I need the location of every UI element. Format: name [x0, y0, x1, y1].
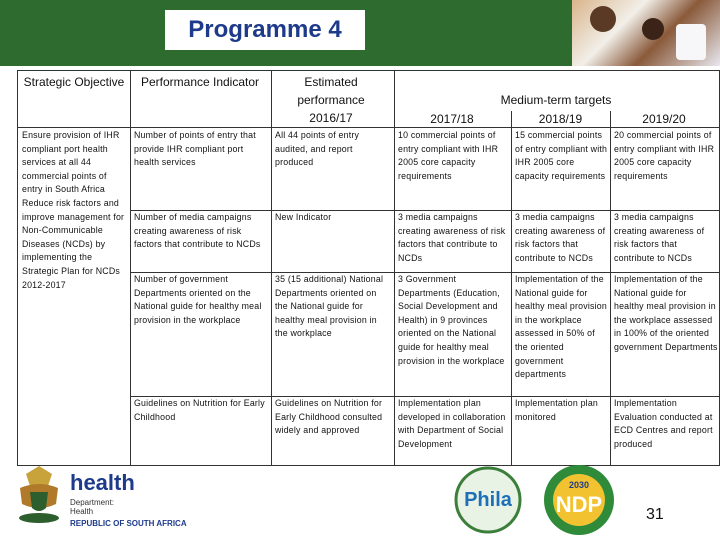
- col-divider: [130, 71, 131, 465]
- row1-estimated: All 44 points of entry audited, and report produced: [275, 130, 360, 168]
- header-year-2018: 2018/19: [538, 112, 583, 126]
- row4-2017: Implementation plan developed in collaboration with Department of Social Development: [398, 398, 506, 449]
- row3-estimated: 35 (15 additional) National Departments oriented on the National guide for healthy meal provision in the workplace: [275, 274, 384, 339]
- country-text: REPUBLIC OF SOUTH AFRICA: [70, 519, 187, 528]
- photo-figure-3: [676, 24, 706, 60]
- strategic-objective-text: Ensure provision of IHR compliant port health services at all 44 commercial points of entry in South Africa Reduce risk factors and improve management for Non-Communicable Diseases (NCDs) by implementing the Strategic Plan for NCDs 2012-2017: [22, 130, 125, 290]
- page-title: Programme 4: [188, 16, 342, 43]
- row2-2019: 3 media campaigns creating awareness of risk factors that contribute to NCDs: [614, 212, 705, 263]
- header-mtef: Medium-term targets: [500, 93, 612, 107]
- row-divider: [18, 127, 720, 128]
- phila-logo-text: Phila: [464, 489, 512, 511]
- row1-2018: 15 commercial points of entry compliant with IHR 2005 core capacity requirements: [515, 130, 608, 181]
- header-photo: [572, 0, 720, 66]
- health-logo-text: health: [70, 470, 135, 495]
- row3-2019: Implementation of the National guide for healthy meal provision in the workplace assessed in 100% of the oriented government Departments: [614, 274, 718, 352]
- ndp-logo-icon: [540, 462, 618, 538]
- row4-2019: Implementation Evaluation conducted at ECD Centres and report produced: [614, 398, 713, 449]
- row4-estimated: Guidelines on Nutrition for Early Childhood consulted widely and approved: [275, 398, 383, 436]
- col-divider: [394, 71, 395, 465]
- row4-2018: Implementation plan monitored: [515, 398, 599, 422]
- row4-indicator: Guidelines on Nutrition for Early Childhood: [134, 398, 265, 422]
- header-objective: Strategic Objective: [23, 75, 125, 89]
- row2-estimated: New Indicator: [275, 212, 332, 222]
- row2-2018: 3 media campaigns creating awareness of risk factors that contribute to NCDs: [515, 212, 606, 263]
- col-divider: [271, 71, 272, 465]
- row1-2019: 20 commercial points of entry compliant with IHR 2005 core capacity requirements: [614, 130, 715, 181]
- ndp-year: 2030: [568, 480, 590, 490]
- row3-2018: Implementation of the National guide for healthy meal provision in the workplace assessed in 50% of the oriented government departments: [515, 274, 607, 380]
- header-estimated-year: 2016/17: [309, 111, 353, 125]
- header-indicator: Performance Indicator: [140, 75, 260, 89]
- row1-2017: 10 commercial points of entry compliant with IHR 2005 core capacity requirements: [398, 130, 499, 181]
- title-box: [165, 10, 365, 50]
- page-number: 31: [646, 506, 664, 523]
- coat-of-arms-icon: [12, 464, 66, 526]
- header-year-2019: 2019/20: [642, 112, 686, 126]
- photo-figure-2: [642, 18, 664, 40]
- row2-2017: 3 media campaigns creating awareness of risk factors that contribute to NCDs: [398, 212, 506, 263]
- row2-indicator: Number of media campaigns creating awareness of risk factors that contribute to NCDs: [134, 212, 261, 250]
- col-divider: [610, 111, 611, 465]
- col-divider: [511, 111, 512, 465]
- ndp-logo-text: NDP: [555, 492, 603, 517]
- header-year-2017: 2017/18: [430, 112, 474, 126]
- department-line-1: Department:: [70, 498, 115, 507]
- phila-logo-icon: [446, 464, 530, 536]
- department-text: [70, 498, 114, 516]
- row1-indicator: Number of points of entry that provide IHR compliant port health services: [134, 130, 256, 168]
- row3-indicator: Number of government Departments oriented on the National guide for healthy meal provision in the workplace: [134, 274, 262, 325]
- footer: [0, 460, 720, 540]
- row3-2017: 3 Government Departments (Education, Social Development and Health) in 9 provinces oriented on the National guide for healthy meal provision in the workplace: [398, 274, 505, 366]
- department-line-2: Health: [70, 507, 94, 516]
- photo-figure-1: [590, 6, 616, 32]
- header-estimated: Estimated performance: [297, 75, 365, 107]
